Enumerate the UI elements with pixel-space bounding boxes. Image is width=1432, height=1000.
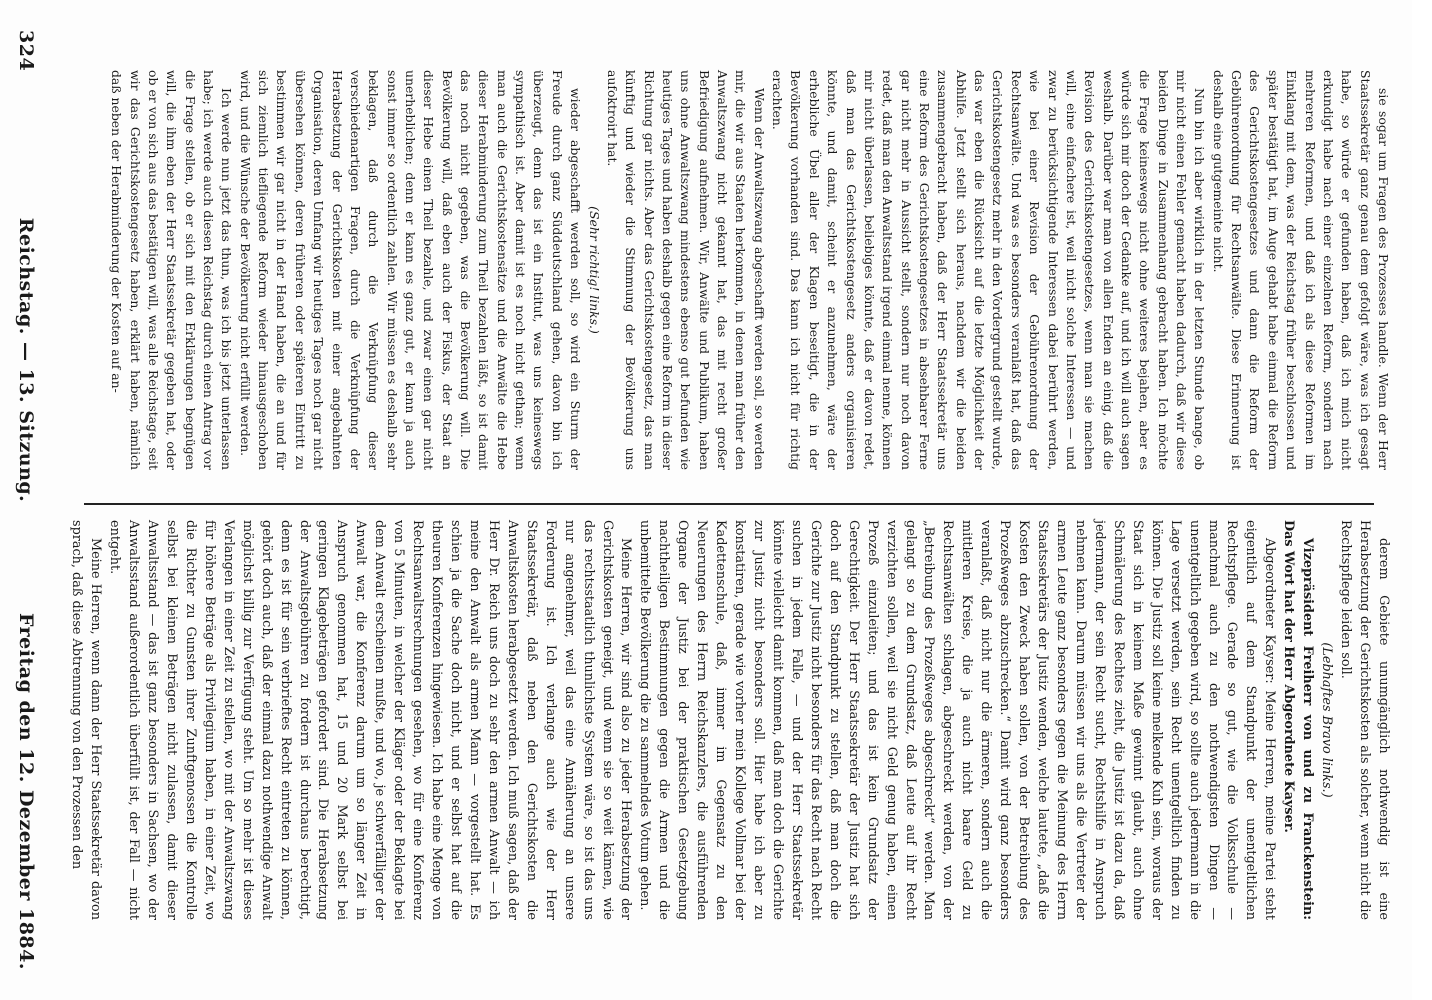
paragraph: sie sogar um Fragen des Prozesses handle. Wenn der Herr Staatssekretär ganz genau dem gefolgt wäre, was ich gesagt habe, so würde er gefunden haben, daß ich mich nicht erkundigt habe nach einer einzelnen Reform, sondern nach mehreren Reformen, und daß ich als diese Reformen im Einklang mit dem, was der Reichstag früher beschlossen und später bestätigt hat, im Auge gehabt habe einmal die Reform des Gerichtskostengesetzes und dann die Reform der Gebührenordnung für Rechtsanwälte. Diese Erinnerung ist deshalb eine gutgemeinte nicht. bbox=[1210, 70, 1391, 470]
running-header bbox=[12, 30, 40, 970]
page-number: 324 bbox=[15, 30, 37, 72]
interjection: (Sehr richtig! links.) bbox=[586, 206, 602, 334]
paragraph: Meine Herren, wenn dann der Herr Staatssekretär davon sprach, daß diese Abtrennung von den Prozessen den bbox=[69, 520, 104, 920]
paragraph: Abgeordneter Kayser: Meine Herren, meine Partei steht eigentlich auf dem Standpunkt der unentgeltlichen Rechtspflege. Gerade so gut, wie die Volksschule — manchmal auch zu den nothwendigsten Dingen — unentgeltlich gegeben wird, so sollte auch jedermann in die Lage versetzt werden, sein Recht unentgeltlich finden zu können. Die Justiz soll keine melkende Kuh sein, woraus der Staat sich in keinem Maße gewinnt glaubt, auch ohne Schmälerung des Rechtes zieht, die Justiz ist dazu da, daß jedermann, der sein Recht sucht, Rechtshilfe in Anspruch nehmen kann. Darum müssen wir uns als die Vertreter der armen Leute ganz besonders gegen die Meinung des Herrn Staatssekretärs der Justiz wenden, welche lautete, „daß die Kosten den Zweck haben sollen, von der Betreibung des Prozeßweges abzuschrecken.“ Damit wird ganz besonders veranlaßt, daß nicht nur die ärmeren, sondern auch die mittleren Kreise, die ja auch nicht baare Geld zu Rechtsanwälten schlagen, abgeschreckt werden, von der „Betreibung des Prozeßweges abgeschreckt“ werden. Man gelangt so zu dem Grundsatz, daß Leute auf ihr Recht verzichten sollen, weil sie nicht Geld genug haben, einen Prozeß einzuleiten; und das ist kein Grundsatz der Gerechtigkeit. Der Herr Staatssekretär der Justiz hat sich doch auf den Standpunkt zu stellen, daß man doch die Gerichte zur Justiz nicht besonders für das Recht nach Recht suchen in jedem Falle, — und der Herr Staatssekretär könnte vielleicht damit kommen, daß man doch die Gerichte zur Justiz nicht besonders soll. Hier habe ich aber zu konstatiren, gerade wie vorher mein Kollege Vollmar bei der Kadettenschule, daß, immer im Gegensatz zu den Neuerungen des Herrn Reichskanzlers, die ausführenden Organe der Justiz bei der praktischen Gesetzgebung nachtheiligen Bestimmungen gegen die Armen und die unbemittelte Bevölkerung die zu sammelndes Votum gehen. bbox=[637, 520, 1278, 920]
paragraph: wieder abgeschafft werden soll, so wird ein Sturm der Freude durch ganz Süddeutschland gehen, davon bin ich überzeugt, denn das ist ein Institut, was uns keineswegs sympathisch ist. Aber damit ist es noch nicht gethan; wenn man auch die Gerichtskostensätze und die Anwälte die Hebe dieser Herabminderung zum Theil bezahlen läßt, so ist damit das noch nicht gegeben, was die Bevölkerung will. Die Bevölkerung will, daß eben auch der Fiskus, der Staat an dieser Hebe einen Theil bezahle, und zwar einen gar nicht unerheblichen; denn er kann es ganz gut, er kann ja auch sonst immer so ordentlich zahlen. Wir müssen es deshalb sehr beklagen, daß durch die Verknüpfung dieser verschiedenartigen Fragen, durch die Verknüpfung der Herabsetzung der Gerichtskosten mit einer angebahnten Organisation, deren Umfang wir heutiges Tages noch gar nicht übersehen können, deren früheren oder späteren Eintritt zu bestimmen wir gar nicht in der Hand haben, die an und für sich ziemlich tiefliegende Reform wieder hinausgeschoben wird, und die Wünsche der Bevölkerung nicht erfüllt werden. bbox=[237, 70, 584, 470]
session-date: Freitag den 12. Dezember 1884. bbox=[15, 613, 37, 970]
interjection: (Lebhaftes Bravo links.) bbox=[1319, 642, 1335, 798]
paragraph: derem Gebiete unumgänglich nothwendig ist eine Herabsetzung der Gerichtskosten als solcher, wenn nicht die Rechtspflege leiden soll. bbox=[1338, 520, 1391, 920]
paragraph: Ich werde nun jetzt das thun, was ich bis jetzt unterlassen habe; ich werde auch diesen Reichstag durch einen Antrag vor die Frage stellen, ob er sich mit den Erklärungen begnügen will, die ihm eben der Herr Staatssekretär gegeben hat, oder ob er von sich aus das bestätigen will, was alle Reichstage, seit wir das Gerichtskostengesetz haben, erklärt haben, nämlich daß neben der Herabminderung der Kosten auf an- bbox=[109, 70, 235, 470]
paragraph: Wenn der Anwaltszwang abgeschafft werden soll, so werden mir, die wir aus Staaten herkommen, in denen man früher den Anwaltszwang nicht gekannt hat, das mit recht großer Befriedigung aufnehmen. Wir, Anwälte und Publikum, haben uns ohne Anwaltszwang mindestens ebenso gut befunden wie heutiges Tages und haben deshalb gegen eine Reform in dieser Richtung gar nichts. Aber das Gerichtskostengesetz, das man künftig und wieder die Stimmung der Bevölkerung uns aufoktroirt hat. bbox=[604, 70, 767, 470]
right-column bbox=[66, 520, 1392, 920]
paragraph: Nun bin ich aber wirklich in der letzten Stunde bange, ob mir nicht einen Fehler gemacht haben dadurch, daß wir diese beiden Dinge in Zusammenhang gebracht haben. Ich möchte die Frage keineswegs nicht ohne weiteres bejahen, aber es würde sich mir doch der Gedanke auf, und ich will auch sagen weshalb. Darüber war man von allen Enden an einig, daß die Revision des Gerichtskostengesetzes, wenn man sie machen will, eine einfachere ist, weil nicht solche Interessen — und zwar zu berücksichtigende Interessen dabei berührt werden, wie bei einer Revision der Gebührenordnung der Rechtsanwälte. Und was es besonders veranlaßt hat, daß das Gerichtskostengesetz mehr in den Vordergrund gestellt wurde, das war eben die Rücksicht auf die letzte Möglichkeit der Abhilfe. Jetzt stellt sich heraus, nachdem wir die beiden zusammengebracht haben, daß der Herr Staatssekretär uns eine Reform des Gerichtskostengesetzes in absehbarer Ferne gar nicht mehr in Aussicht stellt, sondern nur noch davon redet, daß man den Anwaltsstand irgend einmal nenne, können mir nicht überlassen, beliebiges könnte, daß er davon redet, daß man das Gerichtskostengesetz anders organisieren könnte, und damit, scheint er anzunehmen, wäre der erhebliche Übel aller der Klagen beseitigt, die in der Bevölkerung vorhanden sind. Das kann ich nicht für richtig erachten. bbox=[770, 70, 1208, 470]
column-divider bbox=[84, 503, 1374, 505]
left-column bbox=[107, 70, 1392, 470]
paragraph: Meine Herren, wir sind also zu jeder Herabsetzung der Gerichtskosten geneigt, und wenn sie so weit kämen, wie das rechtsstaatlich thunlichste System wäre, so ist das uns nur angenehmer, weil das eine Annäherung an unsere Forderung ist. Ich verlange auch wie der Herr Staatssekretär, daß neben den Gerichtskosten die Anwaltskosten herabgesetzt werden. Ich muß sagen, daß der Herr Dr. Reich uns doch zu sehr den armen Anwalt — ich meine den Anwalt als armen Mann — vorgestellt hat. Es schien ja die Sache doch nicht, und er selbst hat auf die theuren Konferenzen hingewiesen. Ich habe eine Menge von Rechtsanwaltsrechnungen gesehen, wo für eine Konferenz von 5 Minuten, in welcher der Kläger oder der Beklagte bei dem Anwalt erscheinen mußte, und wo, je schwerfälliger der Anwalt war, die Konferenz darum um so länger Zeit in Anspruch genommen hat, 15 und 20 Mark selbst bei geringen Klagebeträgen gefordert sind. Die Herabsetzung der Anwaltsgebühren zu fordern ist durchaus berechtigt, denn es ist für sein verbrieftes Recht eintreten zu können, gehört doch auch, daß der einmal dazu nothwendige Anwalt möglichst billig zur Verfügung steht. Um so mehr ist dieses Verlangen in einer Zeit zu stellen, wo mit der Anwaltszwang für höhere Beträge als Privilegium haben, in einer Zeit, wo die Richter zu Gunsten ihrer Zunftgenossen die Kontrolle selbst bei kleinen Beträgen nicht zulassen, damit dieser Anwaltsstand — das ist ganz besonders in Sachsen, wo der Anwaltsstand außerordentlich überfüllt ist, der Fall — nicht entgeht. bbox=[107, 520, 634, 920]
speaker-line: Vizepräsident Freiherr von und zu Franckenstein: Das Wort hat der Herr Abgeordnete Kayser. bbox=[1281, 520, 1316, 920]
session-title: Reichstag. — 13. Sitzung. bbox=[15, 217, 37, 503]
